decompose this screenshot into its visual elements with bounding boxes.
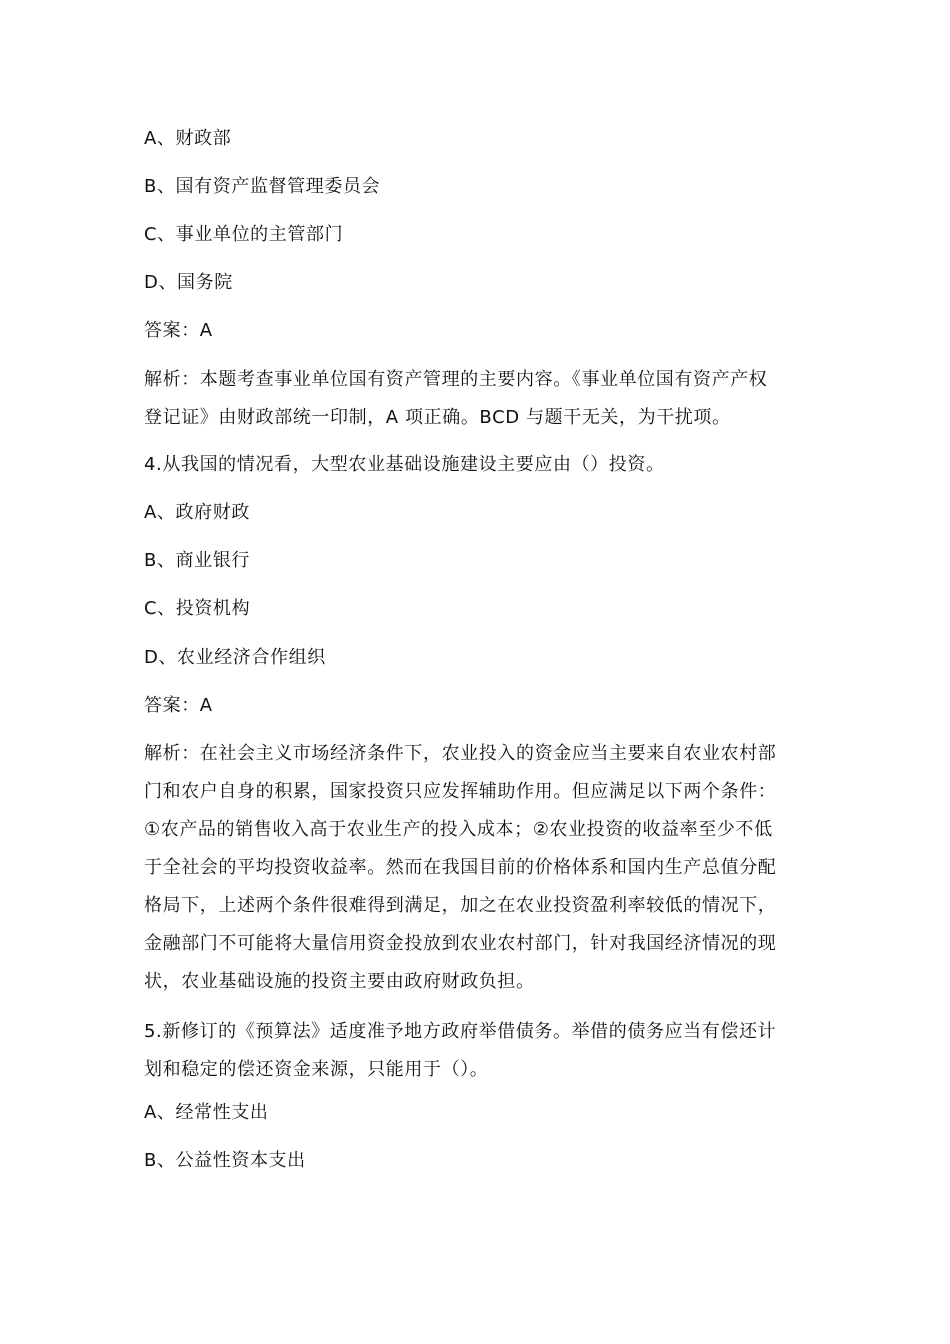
- q5-option-a: A、经常性支出: [144, 1102, 269, 1123]
- q3-analysis-line: 解析：本题考查事业单位国有资产管理的主要内容。《事业单位国有资产产权: [144, 369, 768, 390]
- q3-option-c: C、事业单位的主管部门: [144, 224, 344, 245]
- q5-question: [144, 1013, 804, 1089]
- q3-answer: 答案：A: [144, 320, 213, 341]
- q4-analysis-line: 状，农业基础设施的投资主要由政府财政负担。: [144, 971, 535, 992]
- q4-analysis-line: 格局下，上述两个条件很难得到满足，加之在农业投资盈利率较低的情况下，: [144, 895, 777, 916]
- q4-analysis-line: 解析：在社会主义市场经济条件下，农业投入的资金应当主要来自农业农村部: [144, 743, 777, 764]
- q4-analysis-line: 金融部门不可能将大量信用资金投放到农业农村部门，针对我国经济情况的现: [144, 933, 777, 954]
- q4-analysis-line: 于全社会的平均投资收益率。然而在我国目前的价格体系和国内生产总值分配: [144, 857, 777, 878]
- q5-question-line: 划和稳定的偿还资金来源，只能用于（）。: [144, 1059, 489, 1080]
- q3-option-d: D、国务院: [144, 272, 233, 293]
- q4-option-a: A、政府财政: [144, 502, 250, 523]
- q4-analysis: [144, 735, 804, 1001]
- q3-analysis: [144, 361, 804, 437]
- q3-option-b: B、国有资产监督管理委员会: [144, 176, 381, 197]
- q4-analysis-line: 门和农户自身的积累，国家投资只应发挥辅助作用。但应满足以下两个条件：: [144, 781, 777, 802]
- q5-option-b: B、公益性资本支出: [144, 1150, 306, 1171]
- q4-option-d: D、农业经济合作组织: [144, 647, 326, 668]
- q4-analysis-line: ①农产品的销售收入高于农业生产的投入成本；②农业投资的收益率至少不低: [144, 819, 773, 840]
- q4-answer: 答案：A: [144, 695, 213, 716]
- q4-option-c: C、投资机构: [144, 598, 251, 619]
- q3-option-a: A、财政部: [144, 128, 232, 149]
- q3-analysis-line: 登记证》由财政部统一印制，A 项正确。BCD 与题干无关，为干扰项。: [144, 407, 731, 428]
- q5-question-line: 5.新修订的《预算法》适度准予地方政府举借债务。举借的债务应当有偿还计: [144, 1021, 777, 1042]
- q4-option-b: B、商业银行: [144, 550, 250, 571]
- q4-question: 4.从我国的情况看，大型农业基础设施建设主要应由（）投资。: [144, 454, 665, 475]
